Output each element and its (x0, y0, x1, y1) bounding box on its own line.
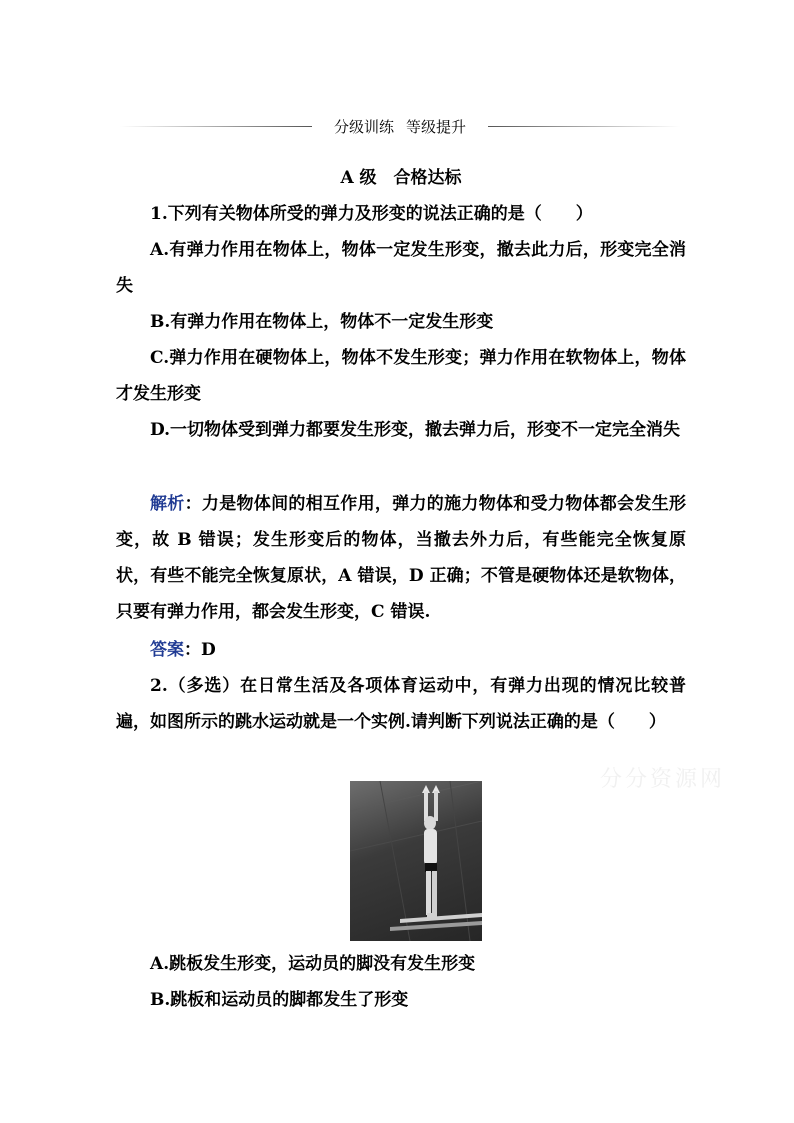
q2-stem: 2.（多选）在日常生活及各项体育运动中，有弹力出现的情况比较普遍，如图所示的跳水运动就是一个实例.请判断下列说法正确的是（ ） (116, 676, 686, 732)
page-header (120, 116, 680, 138)
header-left-text: 分级训练 (333, 118, 394, 136)
diving-photo (350, 781, 482, 941)
analysis-text: ：力是物体间的相互作用，弹力的施力物体和受力物体都会发生形变，故 B 错误；发生形变后的物体，当撤去外力后，有些能完全恢复原状，有些不能完全恢复原状，A 错误，D 正确；不管是硬物体还是软物体，只要有弹力作用，都会发生形变，C 错误. (116, 494, 687, 622)
q1-answer (116, 632, 686, 668)
q2-option-b: B.跳板和运动员的脚都发生了形变 (150, 990, 409, 1010)
q1-option-d: D.一切物体受到弹力都要发生形变，撤去弹力后，形变不一定完全消失 (150, 420, 681, 440)
watermark-text: 分分资源网 (600, 767, 726, 792)
answer-label: 答案 (150, 640, 184, 660)
q1-option-c: C.弹力作用在硬物体上，物体不发生形变；弹力作用在软物体上，物体才发生形变 (116, 348, 686, 404)
header-title (120, 116, 680, 138)
answer-text: ：D (184, 640, 216, 660)
diver-illustration (350, 781, 482, 941)
header-right-text: 等级提升 (406, 118, 467, 136)
q2-option-a: A.跳板发生形变，运动员的脚没有发生形变 (150, 954, 476, 974)
section-title: A 级 合格达标 (340, 168, 462, 188)
q1-option-b: B.有弹力作用在物体上，物体不一定发生形变 (150, 312, 494, 332)
q1-analysis (116, 486, 686, 630)
q1-option-a: A.有弹力作用在物体上，物体一定发生形变，撤去此力后，形变完全消失 (116, 240, 686, 296)
analysis-label: 解析 (150, 494, 185, 514)
q1-stem: 1.下列有关物体所受的弹力及形变的说法正确的是（ ） (150, 204, 593, 224)
